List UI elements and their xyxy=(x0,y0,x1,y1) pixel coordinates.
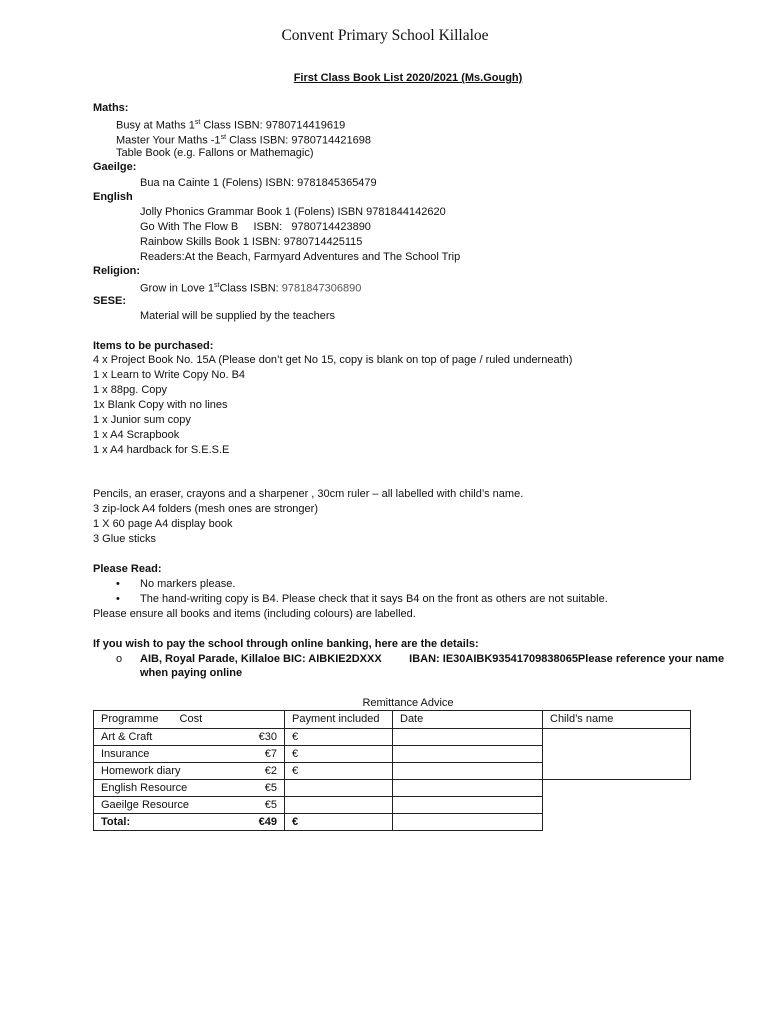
remittance-table xyxy=(93,710,691,831)
religion-item: Grow in Love 1stClass ISBN: 9781847306890 xyxy=(140,282,362,295)
date-header: Date xyxy=(393,711,543,729)
please-read-bullet: The hand-writing copy is B4. Please check that it says B4 on the front as others are not suitable. xyxy=(140,593,608,605)
gaeilge-heading: Gaeilge: xyxy=(93,161,137,173)
school-name: Convent Primary School Killaloe xyxy=(281,27,489,44)
child-name-cell[interactable] xyxy=(543,729,691,780)
programme-name: English Resource xyxy=(101,782,188,794)
maths-item: Table Book (e.g. Fallons or Mathemagic) xyxy=(116,147,314,159)
sese-heading: SESE: xyxy=(93,295,127,307)
please-read-bullet: No markers please. xyxy=(140,578,236,590)
programme-name: Homework diary xyxy=(101,765,181,777)
gaeilge-item: Bua na Cainte 1 (Folens) ISBN: 9781845365479 xyxy=(140,177,377,189)
supply-item: 1 X 60 page A4 display book xyxy=(93,518,233,530)
date-cell[interactable] xyxy=(393,746,543,763)
programme-cost: €2 xyxy=(264,765,277,777)
bullet-icon: • xyxy=(116,593,120,605)
supply-item: Pencils, an eraser, crayons and a sharpener , 30cm ruler – all labelled with child’s name. xyxy=(93,488,524,500)
maths-heading: Maths: xyxy=(93,102,129,114)
payment-cell[interactable] xyxy=(285,780,393,797)
purchase-item: 1 x A4 Scrapbook xyxy=(93,429,180,441)
please-read-note: Please ensure all books and items (including colours) are labelled. xyxy=(93,608,416,620)
programme-cost: €5 xyxy=(264,782,277,794)
date-cell[interactable] xyxy=(393,780,543,797)
child-name-header: Child’s name xyxy=(543,711,691,729)
programme-cost: €5 xyxy=(264,799,277,811)
maths-item: Busy at Maths 1st Class ISBN: 9780714419619 xyxy=(116,119,346,132)
date-cell[interactable] xyxy=(393,763,543,780)
english-item: Rainbow Skills Book 1 ISBN: 9780714425115 xyxy=(140,236,363,248)
payment-cell[interactable] xyxy=(285,797,393,814)
programme-header-label: Programme xyxy=(101,713,159,725)
programme-name: Art & Craft xyxy=(101,731,153,743)
programme-cost: €30 xyxy=(258,731,277,743)
purchase-item: 1 x Learn to Write Copy No. B4 xyxy=(93,369,246,381)
programme-name: Insurance xyxy=(101,748,150,760)
payment-cell[interactable]: € xyxy=(285,763,393,780)
purchase-item: 1 x A4 hardback for S.E.S.E xyxy=(93,444,230,456)
purchase-heading: Items to be purchased: xyxy=(93,340,214,352)
programme-name: Gaeilge Resource xyxy=(101,799,190,811)
maths-item: Master Your Maths -1st Class ISBN: 9780714421698 xyxy=(116,134,371,147)
english-heading: English xyxy=(93,191,133,203)
empty-cell xyxy=(543,780,691,831)
please-read-heading: Please Read: xyxy=(93,563,162,575)
table-row xyxy=(94,780,691,797)
payment-cell[interactable]: € xyxy=(285,729,393,746)
banking-details: AIB, Royal Parade, Killaloe BIC: AIBKIE2DXXX IBAN: IE30AIBK93541709838065Please reference your name xyxy=(140,653,725,665)
english-item: Jolly Phonics Grammar Book 1 (Folens) ISBN 9781844142620 xyxy=(140,206,446,218)
booklist-title: First Class Book List 2020/2021 (Ms.Gough) xyxy=(293,72,523,84)
english-item: Readers:At the Beach, Farmyard Adventures and The School Trip xyxy=(140,251,461,263)
religion-heading: Religion: xyxy=(93,265,141,277)
bullet-icon: • xyxy=(116,578,120,590)
supply-item: 3 Glue sticks xyxy=(93,533,156,545)
total-payment-cell[interactable]: € xyxy=(285,814,393,831)
date-cell[interactable] xyxy=(393,797,543,814)
purchase-item: 1 x Junior sum copy xyxy=(93,414,191,426)
table-header-row xyxy=(94,711,691,729)
table-row xyxy=(94,729,691,746)
total-cost: €49 xyxy=(258,816,277,828)
date-cell[interactable] xyxy=(393,729,543,746)
payment-header: Payment included xyxy=(285,711,393,729)
cost-header-label: Cost xyxy=(179,713,203,725)
circle-bullet-icon: o xyxy=(116,653,123,665)
purchase-item: 1 x 88pg. Copy xyxy=(93,384,167,396)
banking-details-cont: when paying online xyxy=(140,667,243,679)
payment-cell[interactable]: € xyxy=(285,746,393,763)
supply-item: 3 zip-lock A4 folders (mesh ones are stronger) xyxy=(93,503,318,515)
religion-isbn: 9781847306890 xyxy=(281,282,362,295)
purchase-item: 1x Blank Copy with no lines xyxy=(93,399,228,411)
total-label: Total: xyxy=(101,816,131,828)
date-cell[interactable] xyxy=(393,814,543,831)
banking-heading: If you wish to pay the school through online banking, here are the details: xyxy=(93,638,479,650)
sese-item: Material will be supplied by the teachers xyxy=(140,310,336,322)
english-item: Go With The Flow B ISBN: 9780714423890 xyxy=(140,221,371,233)
programme-header xyxy=(94,711,285,729)
purchase-item: 4 x Project Book No. 15A (Please don’t get No 15, copy is blank on top of page / ruled underneath) xyxy=(93,354,573,366)
remittance-title: Remittance Advice xyxy=(362,697,454,709)
programme-cost: €7 xyxy=(264,748,277,760)
